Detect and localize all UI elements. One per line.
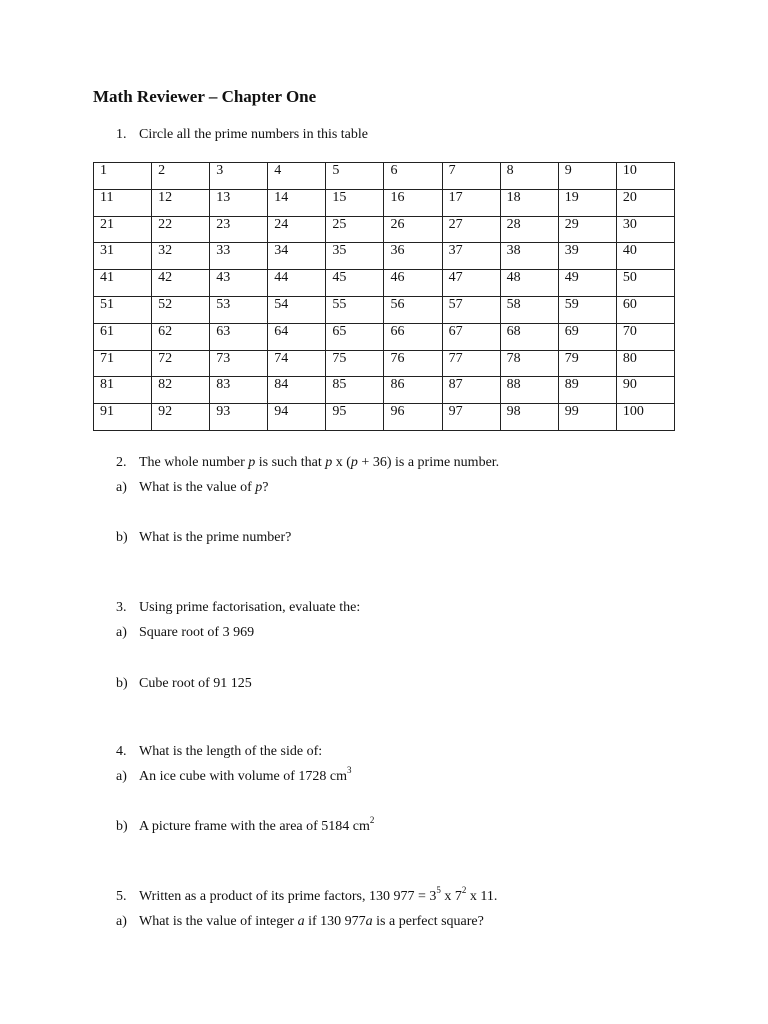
table-cell: 74 [268, 350, 326, 377]
table-cell: 66 [384, 323, 442, 350]
table-cell: 55 [326, 296, 384, 323]
table-cell: 84 [268, 377, 326, 404]
table-cell: 9 [558, 163, 616, 190]
table-cell: 81 [94, 377, 152, 404]
q2a-text: What is the value of p? [139, 480, 269, 495]
table-cell: 94 [268, 404, 326, 431]
table-cell: 61 [94, 323, 152, 350]
q3a-text: Square root of 3 969 [139, 625, 255, 640]
table-cell: 87 [442, 377, 500, 404]
q3-text: Using prime factorisation, evaluate the: [139, 600, 361, 615]
q2a-label: a) [116, 480, 127, 495]
table-cell: 73 [210, 350, 268, 377]
q1-number: 1. [116, 127, 127, 142]
table-cell: 11 [94, 189, 152, 216]
page-title: Math Reviewer – Chapter One [93, 87, 317, 106]
table-cell: 39 [558, 243, 616, 270]
table-cell: 63 [210, 323, 268, 350]
table-cell: 58 [500, 296, 558, 323]
table-cell: 41 [94, 270, 152, 297]
table-cell: 98 [500, 404, 558, 431]
table-cell: 91 [94, 404, 152, 431]
table-cell: 57 [442, 296, 500, 323]
q2b-label: b) [116, 530, 128, 545]
table-cell: 18 [500, 189, 558, 216]
q4a-label: a) [116, 769, 127, 784]
q5a-label: a) [116, 914, 127, 929]
table-cell: 5 [326, 163, 384, 190]
table-cell: 93 [210, 404, 268, 431]
table-cell: 48 [500, 270, 558, 297]
table-cell: 42 [152, 270, 210, 297]
q5-number: 5. [116, 889, 127, 904]
table-cell: 97 [442, 404, 500, 431]
table-cell: 70 [616, 323, 674, 350]
table-cell: 17 [442, 189, 500, 216]
table-row [94, 270, 675, 297]
table-cell: 7 [442, 163, 500, 190]
table-cell: 68 [500, 323, 558, 350]
table-cell: 27 [442, 216, 500, 243]
q5a-text: What is the value of integer a if 130 977a is a perfect square? [139, 914, 484, 929]
table-cell: 72 [152, 350, 210, 377]
table-cell: 35 [326, 243, 384, 270]
table-cell: 23 [210, 216, 268, 243]
table-cell: 45 [326, 270, 384, 297]
table-cell: 8 [500, 163, 558, 190]
q4-number: 4. [116, 744, 127, 759]
table-cell: 75 [326, 350, 384, 377]
table-cell: 10 [616, 163, 674, 190]
table-cell: 59 [558, 296, 616, 323]
table-row [94, 296, 675, 323]
table-cell: 77 [442, 350, 500, 377]
table-cell: 95 [326, 404, 384, 431]
table-row [94, 404, 675, 431]
table-cell: 26 [384, 216, 442, 243]
table-cell: 29 [558, 216, 616, 243]
q2b-text: What is the prime number? [139, 530, 292, 545]
table-cell: 65 [326, 323, 384, 350]
q3b-label: b) [116, 676, 128, 691]
table-cell: 43 [210, 270, 268, 297]
table-cell: 82 [152, 377, 210, 404]
table-cell: 36 [384, 243, 442, 270]
table-cell: 30 [616, 216, 674, 243]
table-cell: 2 [152, 163, 210, 190]
table-cell: 13 [210, 189, 268, 216]
table-cell: 99 [558, 404, 616, 431]
table-cell: 44 [268, 270, 326, 297]
table-cell: 47 [442, 270, 500, 297]
table-cell: 76 [384, 350, 442, 377]
table-cell: 86 [384, 377, 442, 404]
q4b-label: b) [116, 819, 128, 834]
q1-text: Circle all the prime numbers in this table [139, 127, 368, 142]
table-cell: 15 [326, 189, 384, 216]
table-cell: 69 [558, 323, 616, 350]
table-cell: 96 [384, 404, 442, 431]
table-cell: 100 [616, 404, 674, 431]
prime-number-table [93, 162, 675, 431]
table-cell: 46 [384, 270, 442, 297]
table-cell: 12 [152, 189, 210, 216]
table-cell: 34 [268, 243, 326, 270]
table-cell: 1 [94, 163, 152, 190]
table-cell: 51 [94, 296, 152, 323]
table-cell: 56 [384, 296, 442, 323]
table-cell: 78 [500, 350, 558, 377]
table-cell: 31 [94, 243, 152, 270]
table-cell: 37 [442, 243, 500, 270]
table-cell: 67 [442, 323, 500, 350]
table-cell: 22 [152, 216, 210, 243]
table-cell: 62 [152, 323, 210, 350]
table-cell: 14 [268, 189, 326, 216]
table-row [94, 350, 675, 377]
table-row [94, 163, 675, 190]
q3b-text: Cube root of 91 125 [139, 676, 252, 691]
table-cell: 33 [210, 243, 268, 270]
q2-number: 2. [116, 455, 127, 470]
table-row [94, 323, 675, 350]
table-row [94, 216, 675, 243]
table-cell: 64 [268, 323, 326, 350]
table-cell: 90 [616, 377, 674, 404]
q3a-label: a) [116, 625, 127, 640]
table-cell: 80 [616, 350, 674, 377]
table-cell: 4 [268, 163, 326, 190]
table-cell: 28 [500, 216, 558, 243]
table-cell: 20 [616, 189, 674, 216]
table-cell: 83 [210, 377, 268, 404]
table-cell: 60 [616, 296, 674, 323]
table-row [94, 189, 675, 216]
table-cell: 88 [500, 377, 558, 404]
table-row [94, 243, 675, 270]
table-cell: 79 [558, 350, 616, 377]
table-row [94, 377, 675, 404]
table-cell: 49 [558, 270, 616, 297]
q4-text: What is the length of the side of: [139, 744, 323, 759]
q5-text: Written as a product of its prime factors, 130 $977 = 3^5$ x $7^2$ x 11. [139, 885, 498, 904]
table-cell: 6 [384, 163, 442, 190]
table-cell: 16 [384, 189, 442, 216]
q3-number: 3. [116, 600, 127, 615]
table-cell: 3 [210, 163, 268, 190]
table-cell: 54 [268, 296, 326, 323]
table-cell: 19 [558, 189, 616, 216]
table-cell: 52 [152, 296, 210, 323]
table-cell: 71 [94, 350, 152, 377]
table-cell: 32 [152, 243, 210, 270]
table-cell: 21 [94, 216, 152, 243]
table-cell: 24 [268, 216, 326, 243]
q4a-text: An ice cube with volume of 1728 $cm^3$ [139, 765, 352, 784]
table-cell: 92 [152, 404, 210, 431]
q4b-text: A picture frame with the area of 5184 $cm^2$ [139, 815, 375, 834]
table-cell: 53 [210, 296, 268, 323]
table-cell: 89 [558, 377, 616, 404]
table-cell: 50 [616, 270, 674, 297]
table-cell: 40 [616, 243, 674, 270]
q2-text: The whole number p is such that p x (p + 36) is a prime number. [139, 455, 500, 470]
table-cell: 25 [326, 216, 384, 243]
table-cell: 38 [500, 243, 558, 270]
table-cell: 85 [326, 377, 384, 404]
